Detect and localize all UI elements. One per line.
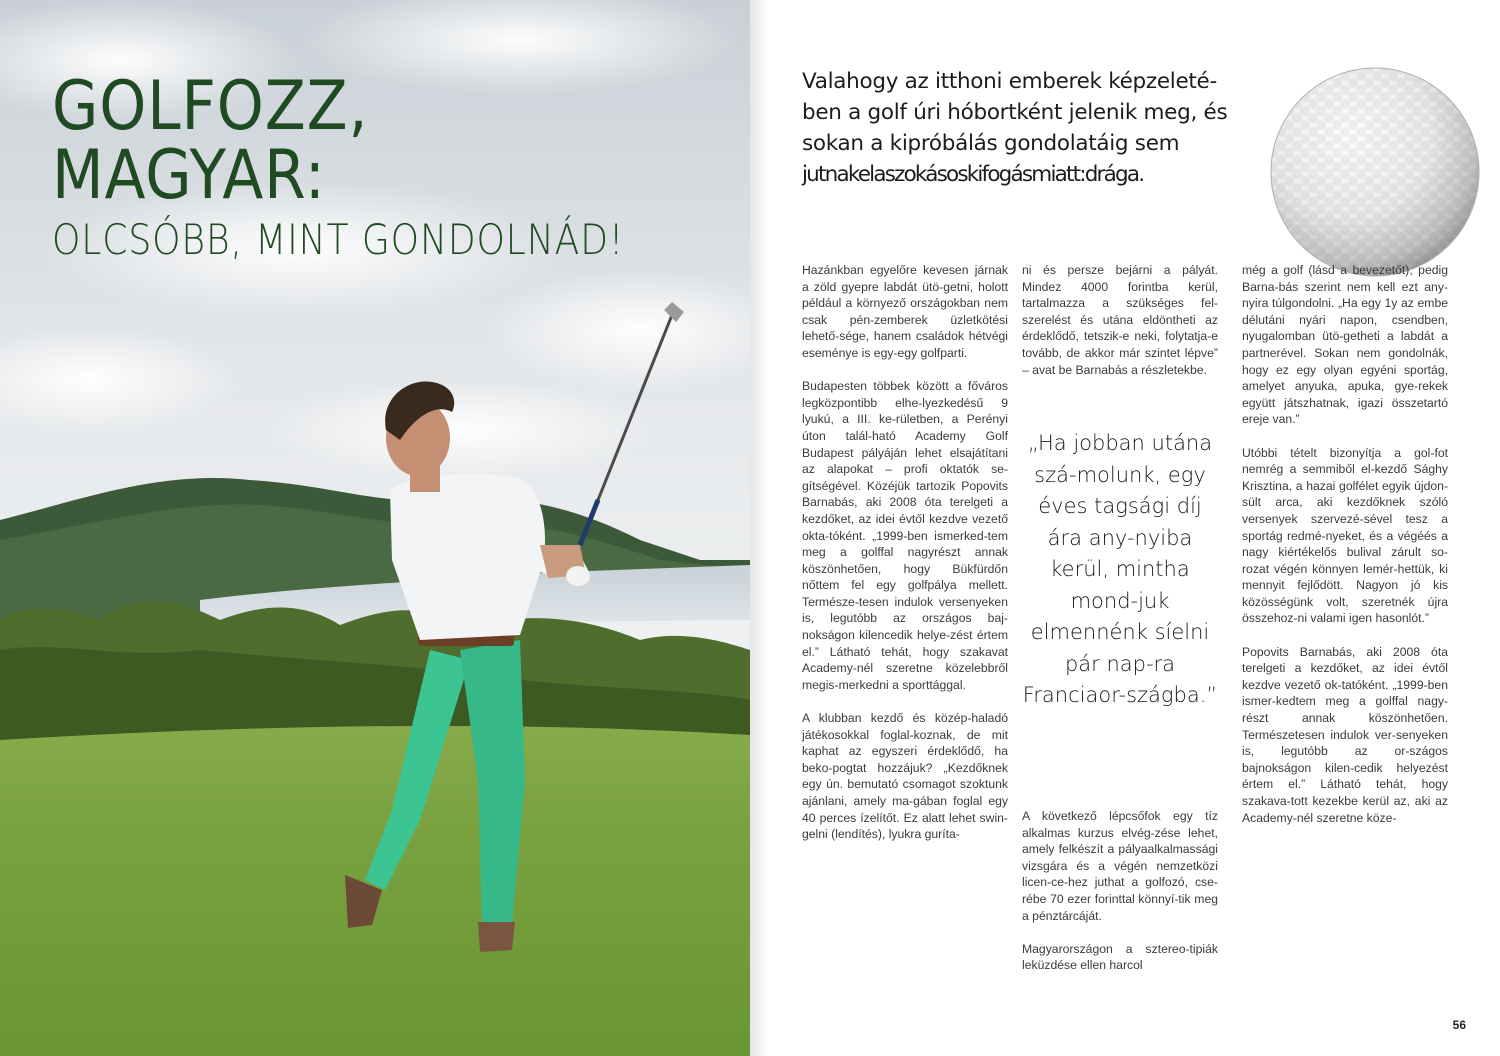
paragraph: Magyarországon a sztereo-tipiák leküzdése ellen harcol <box>1022 941 1218 973</box>
paragraph: ni és persze bejárni a pályát. Mindez 4000 forintba kerül, tartalmazza a szükséges fel-szerelést és utána eldöntheti az érdeklődő, tetszik-e neki, folytatja-e tovább, de akkor már szintet lépve” – avat be Barnabás a részletekbe. <box>1022 263 1218 377</box>
paragraph: Budapesten többek között a főváros legközpontibb elhe-lyezkedésű 9 lyukú, a III. ke-rületben, a Perényi úton talál-ható Academy Golf Budapest pályáján lehet elsajátítani az alapokat – profi oktatók se-gítségével. Közéjük tartozik Popovits Barnabás, aki 2008 óta terelgeti a kezdőket, az idei évtől kezdve vezető okta-tóként. „1999-ben ismerked-tem meg a golffal nagyrészt annak köszönhetően, hogy Bükfürdőn nőttem fel egy golfpálya mellett. Természe-tesen indulok versenyeken is, legutóbb az országos baj-nokságon kilencedik helye-zést értem el.” Látható tehát, hogy szakavat Academy-nél szeretne közelebbről megis-merkedni a sporttággal. <box>802 379 1008 692</box>
golf-ball-image <box>1265 62 1485 282</box>
paragraph: Utóbbi tételt bizonyítja a gol-fot nemrég a semmiből el-kezdő Sághy Krisztina, a hazai golfélet egyik újdon-sült arca, aki kezdőknek szóló versenyek szervezé-sével tesz a sportág redmé-nyeket, és a végéés a nagy kiértékelős bulival zárult so-rozat végén könnyen lemér-hettük, ki mennyit fejlődött. Nagyon jó kis közösségünk volt, szeretnék újra összehoz-ni valami igen hasonlót.” <box>1242 445 1448 626</box>
headline <box>52 67 732 264</box>
lead-line: sokan a kipróbálás gondolatáig sem <box>802 131 1180 156</box>
paragraph: A következő lépcsőfok egy tíz alkalmas kurzus elvég-zése lehet, amely felkészít a pályaalkalmassági vizsgára és a végén nemzetközi licen-ce-hez juthat a golfozó, cse-rébe 70 ezer forinttal könnyí-tik meg a pénztárcáját. <box>1022 809 1218 923</box>
lead-line: ben a golf úri hóbortként jelenik meg, és <box>802 100 1228 125</box>
pull-quote: „Ha jobban utána szá-molunk, egy éves tagsági díj ára any-nyiba kerül, mintha mond-juk elmennénk síelni pár nap-ra Franciaor-szágba.” <box>1022 431 1218 707</box>
article-column-2-bottom <box>1022 808 1218 991</box>
right-page <box>750 0 1500 1056</box>
paragraph: Hazánkban egyelőre kevesen járnak a zöld gyepre labdát ütö-getni, holott például a környező országokban nem csak pén-zemberek üzletkötési lehető-sége, hanem családok hétvégi eseménye is egy-egy golfparti. <box>802 263 1008 360</box>
lead-paragraph <box>802 66 1272 190</box>
page-gutter-shadow <box>750 0 768 1056</box>
paragraph: Popovits Barnabás, aki 2008 óta terelgeti a kezdőket, az idei évtől kezdve vezető ok-tatóként. „1999-ben ismer-kedtem meg a golffal nagy-részt annak köszönhetően. Természetesen indulok ver-senyeken is, legutóbb az or-szágos bajnokságon kilen-cedik helyezést értem el.” Látható tehát, hogy szakava-tott kezekbe kerül az, aki az Academy-nél szeretne köze- <box>1242 644 1448 825</box>
headline-line-1: GOLFOZZ, MAGYAR: <box>52 67 369 216</box>
article-column-1 <box>802 262 1008 859</box>
headline-line-2: OLCSÓBB, MINT GONDOLNÁD! <box>52 214 625 264</box>
paragraph: még a golf (lásd a bevezetőt), pedig Barna-bás szerint nem kell ezt any-nyira túlgondolni. „Ha egy 1y az embe délutáni nyári napon, csendben, nyugalomban ütö-getheti a labdát a partnerével. Sokan nem gondolnák, hogy ez egy olyan egyéni sportág, amelyet anyuka, apuka, gye-rekek együtt játszhatnak, igazi összetartó ereje van.” <box>1242 263 1448 427</box>
article-column-3 <box>1242 262 1448 843</box>
lead-line: jutnakelaszokásoskifogásmiatt:drága. <box>802 162 1144 187</box>
paragraph: A klubban kezdő és közép-haladó játékosokkal foglal-koznak, de mit kaphat az egyszeri érdeklődő, ha beko-pogtat hozzájuk? „Kezdőknek egy ún. bemutató csomagot szoktunk ajánlani, amely ma-gában foglal egy 40 perces ízelítőt. Ez alatt lehet swin-gelni (lendítés), lyukra guríta- <box>802 711 1008 842</box>
page-number: 56 <box>1452 1018 1466 1032</box>
lead-line: Valahogy az itthoni emberek képzeleté- <box>802 69 1217 94</box>
article-column-2-top <box>1022 262 1218 395</box>
